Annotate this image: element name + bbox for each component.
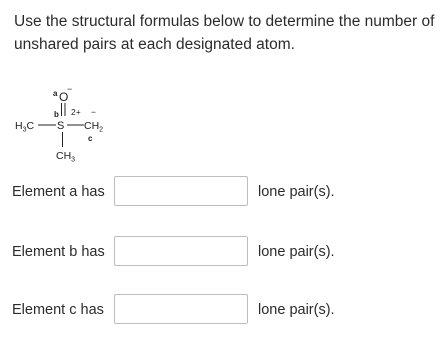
row-label-b: Element b has <box>12 244 105 260</box>
answer-row-c <box>0 294 448 328</box>
answer-row-a <box>0 176 448 210</box>
row-label-a: Element a has <box>12 184 105 200</box>
atom-label-a: a <box>53 89 58 98</box>
carbanion-charge: − <box>91 107 96 117</box>
row-label-c: Element c has <box>12 302 104 318</box>
lone-pairs-a-input[interactable] <box>114 176 248 206</box>
row-suffix-b: lone pair(s). <box>258 244 335 260</box>
row-suffix-c: lone pair(s). <box>258 302 335 318</box>
sulfur-atom: S <box>57 120 65 132</box>
oxygen-atom: O <box>59 90 69 104</box>
lone-pairs-c-input[interactable] <box>114 294 248 324</box>
bottom-methyl-group: $CH_3$ <box>56 150 76 164</box>
left-methyl-group: $H_3C$ <box>15 120 35 134</box>
lone-pairs-b-input[interactable] <box>114 236 248 266</box>
methylene-group: $CH_2$ <box>84 120 104 134</box>
sulfur-charge: 2+ <box>71 107 81 117</box>
atom-label-c: c <box>88 134 93 143</box>
row-suffix-a: lone pair(s). <box>258 184 335 200</box>
oxygen-charge: − <box>67 84 73 94</box>
question-prompt: Use the structural formulas below to determine the number of unshared pairs at each designated atom. <box>14 13 435 53</box>
atom-label-b: b <box>54 110 59 119</box>
answer-row-b <box>0 236 448 270</box>
